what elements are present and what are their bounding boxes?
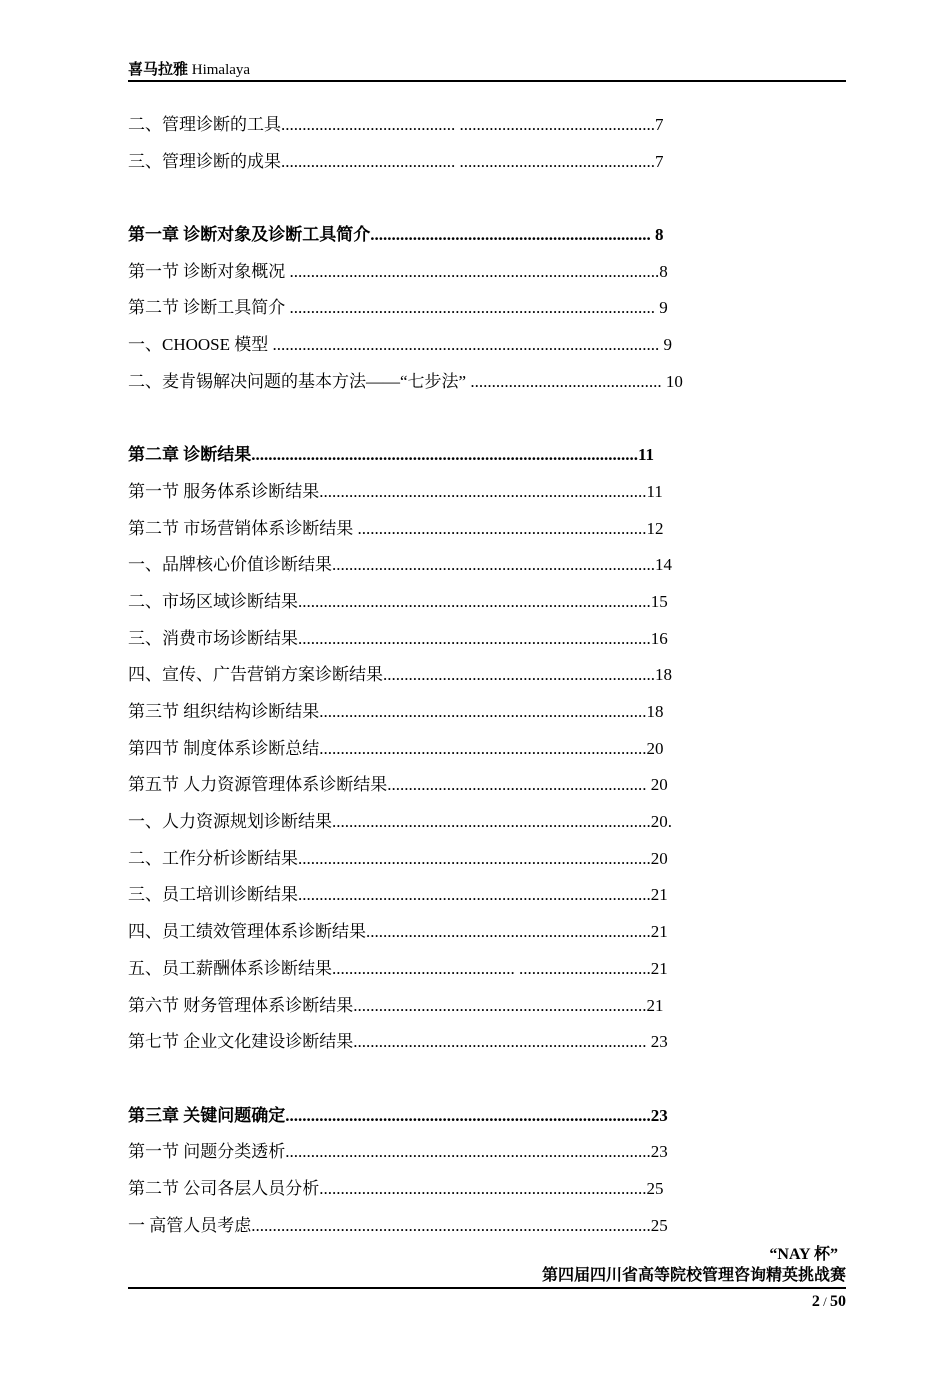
page-current: 2: [811, 1293, 820, 1310]
toc-entry[interactable]: 一、CHOOSE 模型 ........................................................................................... 9: [128, 335, 673, 355]
toc-entry[interactable]: 三、员工培训诊断结果...................................................................................21: [128, 885, 668, 905]
toc-entry[interactable]: 第二节 公司各层人员分析.............................................................................25: [128, 1178, 664, 1198]
toc-entry[interactable]: 五、员工薪酬体系诊断结果........................................... ...............................21: [128, 958, 668, 978]
toc-entry[interactable]: 四、员工绩效管理体系诊断结果...................................................................21: [128, 922, 668, 942]
toc-entry[interactable]: 一、品牌核心价值诊断结果............................................................................14: [128, 555, 672, 575]
toc-entry[interactable]: 第三节 组织结构诊断结果.............................................................................18: [128, 702, 664, 721]
toc-entry[interactable]: 第一节 服务体系诊断结果.............................................................................11: [128, 481, 663, 501]
header-brand-cn: 喜马拉雅: [128, 62, 189, 78]
toc-entry[interactable]: 四、宣传、广告营销方案诊断结果................................................................18: [128, 665, 672, 685]
toc-entry[interactable]: 第五节 人力资源管理体系诊断结果............................................................. 20: [128, 775, 668, 795]
toc-entry[interactable]: 第六节 财务管理体系诊断结果.....................................................................21: [128, 995, 664, 1015]
toc-entry[interactable]: 第二节 诊断工具简介 ...................................................................................... 9: [128, 298, 668, 318]
toc-chapter-entry[interactable]: 第三章 关键问题确定......................................................................................23: [128, 1105, 668, 1125]
toc-entry[interactable]: 二、市场区域诊断结果...................................................................................15: [128, 591, 668, 611]
toc-entry[interactable]: 一 高管人员考虑..............................................................................................25: [128, 1215, 668, 1235]
page-header: [128, 58, 846, 82]
table-of-contents: [128, 107, 768, 1244]
page-footer: [128, 1245, 846, 1315]
page-separator: /: [819, 1294, 830, 1309]
toc-entry[interactable]: 第二节 市场营销体系诊断结果 ....................................................................12: [128, 518, 664, 538]
toc-entry[interactable]: 第一节 问题分类透析......................................................................................23: [128, 1142, 668, 1162]
header-brand-en: Himalaya: [191, 62, 251, 78]
toc-entry[interactable]: 三、管理诊断的成果......................................... ..............................................7: [128, 151, 664, 171]
toc-entry[interactable]: 三、消费市场诊断结果...................................................................................16: [128, 628, 668, 648]
toc-entry[interactable]: 第七节 企业文化建设诊断结果..................................................................... 23: [128, 1032, 668, 1052]
page-number: [128, 1289, 846, 1315]
toc-entry[interactable]: 一、人力资源规划诊断结果...........................................................................20.: [128, 812, 672, 832]
page-total: 50: [830, 1293, 846, 1310]
toc-entry[interactable]: 二、麦肯锡解决问题的基本方法——“七步法” ............................................. 10: [128, 371, 683, 391]
toc-chapter-entry[interactable]: 第二章 诊断结果...........................................................................................11: [128, 445, 655, 465]
toc-entry[interactable]: 第一节 诊断对象概况 .......................................................................................8: [128, 261, 668, 281]
toc-chapter-entry[interactable]: 第一章 诊断对象及诊断工具简介.................................................................. 8: [128, 225, 664, 245]
toc-entry[interactable]: 二、管理诊断的工具......................................... ..............................................7: [128, 115, 664, 134]
footer-cup-title: “NAY 杯”: [769, 1246, 838, 1263]
toc-entry[interactable]: 第四节 制度体系诊断总结.............................................................................20: [128, 738, 664, 758]
footer-contest-title: 第四届四川省高等院校管理咨询精英挑战赛: [128, 1265, 846, 1289]
toc-entry[interactable]: 二、工作分析诊断结果...................................................................................20: [128, 848, 668, 868]
